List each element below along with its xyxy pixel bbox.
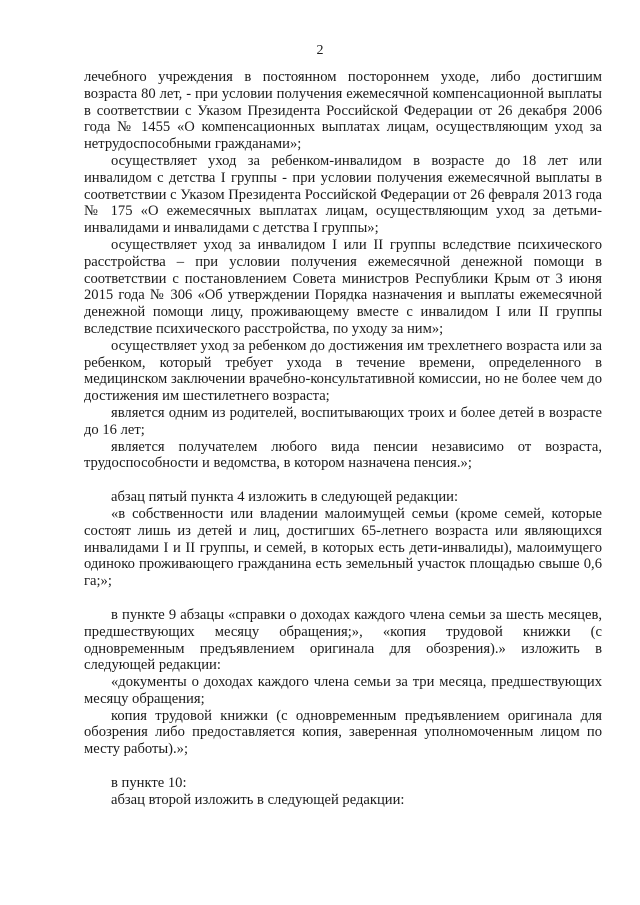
paragraph-large-family: является одним из родителей, воспитывающих троих и более детей в возрасте до 16 лет; bbox=[84, 404, 602, 438]
paragraph-land-plot: «в собственности или владении малоимущей семьи (кроме семей, которые состоят лишь из детей и лиц, достигших 65-летнего возраста или являющихся инвалидами I и II группы, и семей, в которых есть дети-инвалиды), малоимущего одиноко проживающего гражданина есть земельный участок площадью свыше 0,6 га;»; bbox=[84, 505, 602, 590]
page-number: 2 bbox=[316, 43, 324, 58]
paragraph-income-documents: «документы о доходах каждого члена семьи за три месяца, предшествующих месяцу обращения; bbox=[84, 674, 602, 707]
paragraph-child-disabled-care: осуществляет уход за ребенком-инвалидом в возрасте до 18 лет или инвалидом с детства I группы - при условии получения ежемесячной выплаты в соответствии с Указом Президента Российской Федерации от 26 февраля 2013 года № 175 «О ежемесячных выплатах лицам, осуществляющим уход за детьми-инвалидами и инвалидами с детства I группы»; bbox=[84, 152, 602, 237]
paragraph-amendment-point-9: в пункте 9 абзацы «справки о доходах каждого члена семьи за шесть месяцев, предшествующих месяцу обращения;», «копия трудовой книжки (с одновременным предъявлением оригинала для обозрения).» изложить в следующей редакции: bbox=[84, 606, 602, 674]
paragraph-continuation: лечебного учреждения в постоянном постороннем уходе, либо достигшим возраста 80 лет, - при условии получения ежемесячной компенсационной выплаты в соответствии с Указом Президента Российской Федерации от 26 декабря 2006 года № 1455 «О компенсационных выплатах лицам, осуществляющим уход за нетрудоспособными гражданами»; bbox=[84, 69, 602, 153]
paragraph-child-care: осуществляет уход за ребенком до достижения им трехлетнего возраста или за ребенком, который требует ухода в течение времени, определенного в медицинском заключении врачебно-консультативной комиссии, но не более чем до достижения им шестилетнего возраста; bbox=[84, 337, 602, 405]
paragraph-amendment-point-4: абзац пятый пункта 4 изложить в следующей редакции: bbox=[111, 489, 459, 506]
document-body bbox=[84, 69, 602, 809]
paragraph-gap bbox=[84, 758, 602, 775]
paragraph-gap bbox=[84, 590, 602, 607]
paragraph-mental-disorder-care: осуществляет уход за инвалидом I или II группы вследствие психического расстройства – при условии получения ежемесячной денежной помощи в соответствии с постановлением Совета министров Республики Крым от 3 июня 2015 года № 306 «Об утверждении Порядка назначения и выплаты ежемесячной денежной помощи лицу, проживающему вместе с инвалидом I или II группы вследствие психического расстройства, по уходу за ним»; bbox=[84, 236, 602, 337]
paragraph-work-record-copy: копия трудовой книжки (с одновременным предъявлением оригинала для обозрения либо предоставляется копия, заверенная уполномоченным лицом по месту работы).»; bbox=[84, 707, 602, 758]
paragraph-pension: является получателем любого вида пенсии независимо от возраста, трудоспособности и ведомства, в котором назначена пенсия.»; bbox=[84, 438, 602, 472]
paragraph-gap bbox=[84, 472, 602, 489]
paragraph-amendment-point-10: в пункте 10: bbox=[111, 775, 187, 792]
paragraph-second-paragraph: абзац второй изложить в следующей редакции: bbox=[111, 791, 405, 808]
